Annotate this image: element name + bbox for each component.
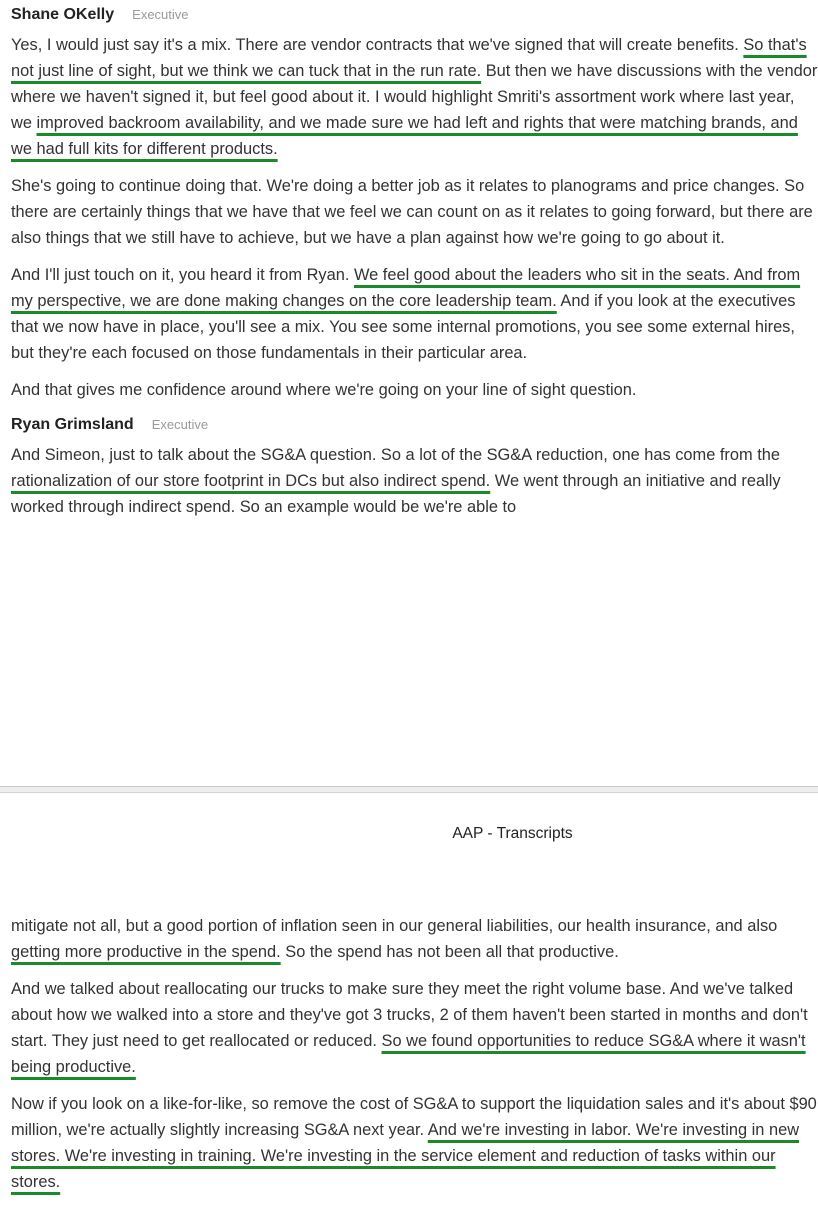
transcript-page-2 [0, 793, 818, 1219]
speaker-name: Shane OKelly [11, 6, 115, 23]
transcript-paragraph [11, 442, 818, 520]
highlighted-text: So we found opportunities to reduce SG&A where it wasn't being productive. [11, 1032, 806, 1076]
highlighted-text: So that's not just line of sight, but we think we can tuck that in the run rate. [11, 36, 807, 80]
speaker-header [11, 6, 818, 32]
transcript-paragraph [11, 173, 818, 251]
page-header-title: AAP - Transcripts [452, 825, 573, 842]
paragraph-text: We went through an initiative and really worked through indirect spend. So an example would be we're able to [11, 472, 781, 516]
paragraph-text: Now if you look on a like-for-like, so remove the cost of SG&A to support the liquidation sales and it's about $90 million, we're actually slightly increasing SG&A next year. [11, 1095, 817, 1139]
highlighted-text: rationalization of our store footprint in DCs but also indirect spend. [11, 472, 491, 490]
highlighted-text: And we're investing in labor. We're investing in new stores. We're investing in training. We're investing in the service element and reduction of tasks within our stores. [11, 1121, 800, 1191]
transcript-paragraph [11, 377, 818, 403]
highlighted-text: improved backroom availability, and we made sure we had left and rights that were matching brands, and we had full kits for different products. [11, 114, 798, 158]
paragraph-text: And I'll just touch on it, you heard it from Ryan. [11, 266, 354, 284]
page-2-content [11, 913, 818, 1206]
highlighted-text: getting more productive in the spend. [11, 943, 281, 961]
paragraph-text: But then we have discussions with the vendor where we haven't signed it, but feel good about it. I would highlight Smriti's assortment work where last year, we [11, 62, 818, 132]
transcript-paragraph [11, 262, 818, 366]
paragraph-text: Yes, I would just say it's a mix. There are vendor contracts that we've signed that will create benefits. [11, 36, 744, 54]
page-1-content [11, 6, 818, 531]
transcript-paragraph [11, 976, 818, 1080]
speaker-role: Executive [151, 417, 209, 432]
transcript-paragraph [11, 32, 818, 162]
paragraph-text: And we talked about reallocating our trucks to make sure they meet the right volume base. And we've talked about how we walked into a store and they've got 3 trucks, 2 of them haven't been started in months and don't start. They just need to get reallocated or reduced. [11, 980, 808, 1050]
speaker-role: Executive [132, 7, 189, 22]
paragraph-text: And Simeon, just to talk about the SG&A question. So a lot of the SG&A reduction, one has come from the [11, 446, 780, 464]
transcript-paragraph [11, 1091, 818, 1195]
page-break [0, 786, 818, 793]
transcript-paragraph [11, 913, 818, 965]
paragraph-text: And if you look at the executives that we now have in place, you'll see a mix. You see some internal promotions, you see some external hires, but they're each focused on those fundamentals in their particular area. [11, 292, 796, 362]
speaker-name: Ryan Grimsland [11, 416, 134, 433]
paragraph-text: So the spend has not been all that productive. [280, 943, 619, 961]
speaker-header [11, 416, 818, 442]
paragraph-text: mitigate not all, but a good portion of inflation seen in our general liabilities, our health insurance, and also [11, 917, 778, 935]
highlighted-text: We feel good about the leaders who sit in the seats. And from my perspective, we are done making changes on the core leadership team. [11, 266, 801, 310]
paragraph-text: And that gives me confidence around where we're going on your line of sight question. [11, 381, 637, 399]
paragraph-text: She's going to continue doing that. We're doing a better job as it relates to planograms and price changes. So there are certainly things that we have that we feel we can count on as it relates to going forward, but there are also things that we still have to achieve, but we have a plan against how we're going to go about it. [11, 177, 813, 247]
